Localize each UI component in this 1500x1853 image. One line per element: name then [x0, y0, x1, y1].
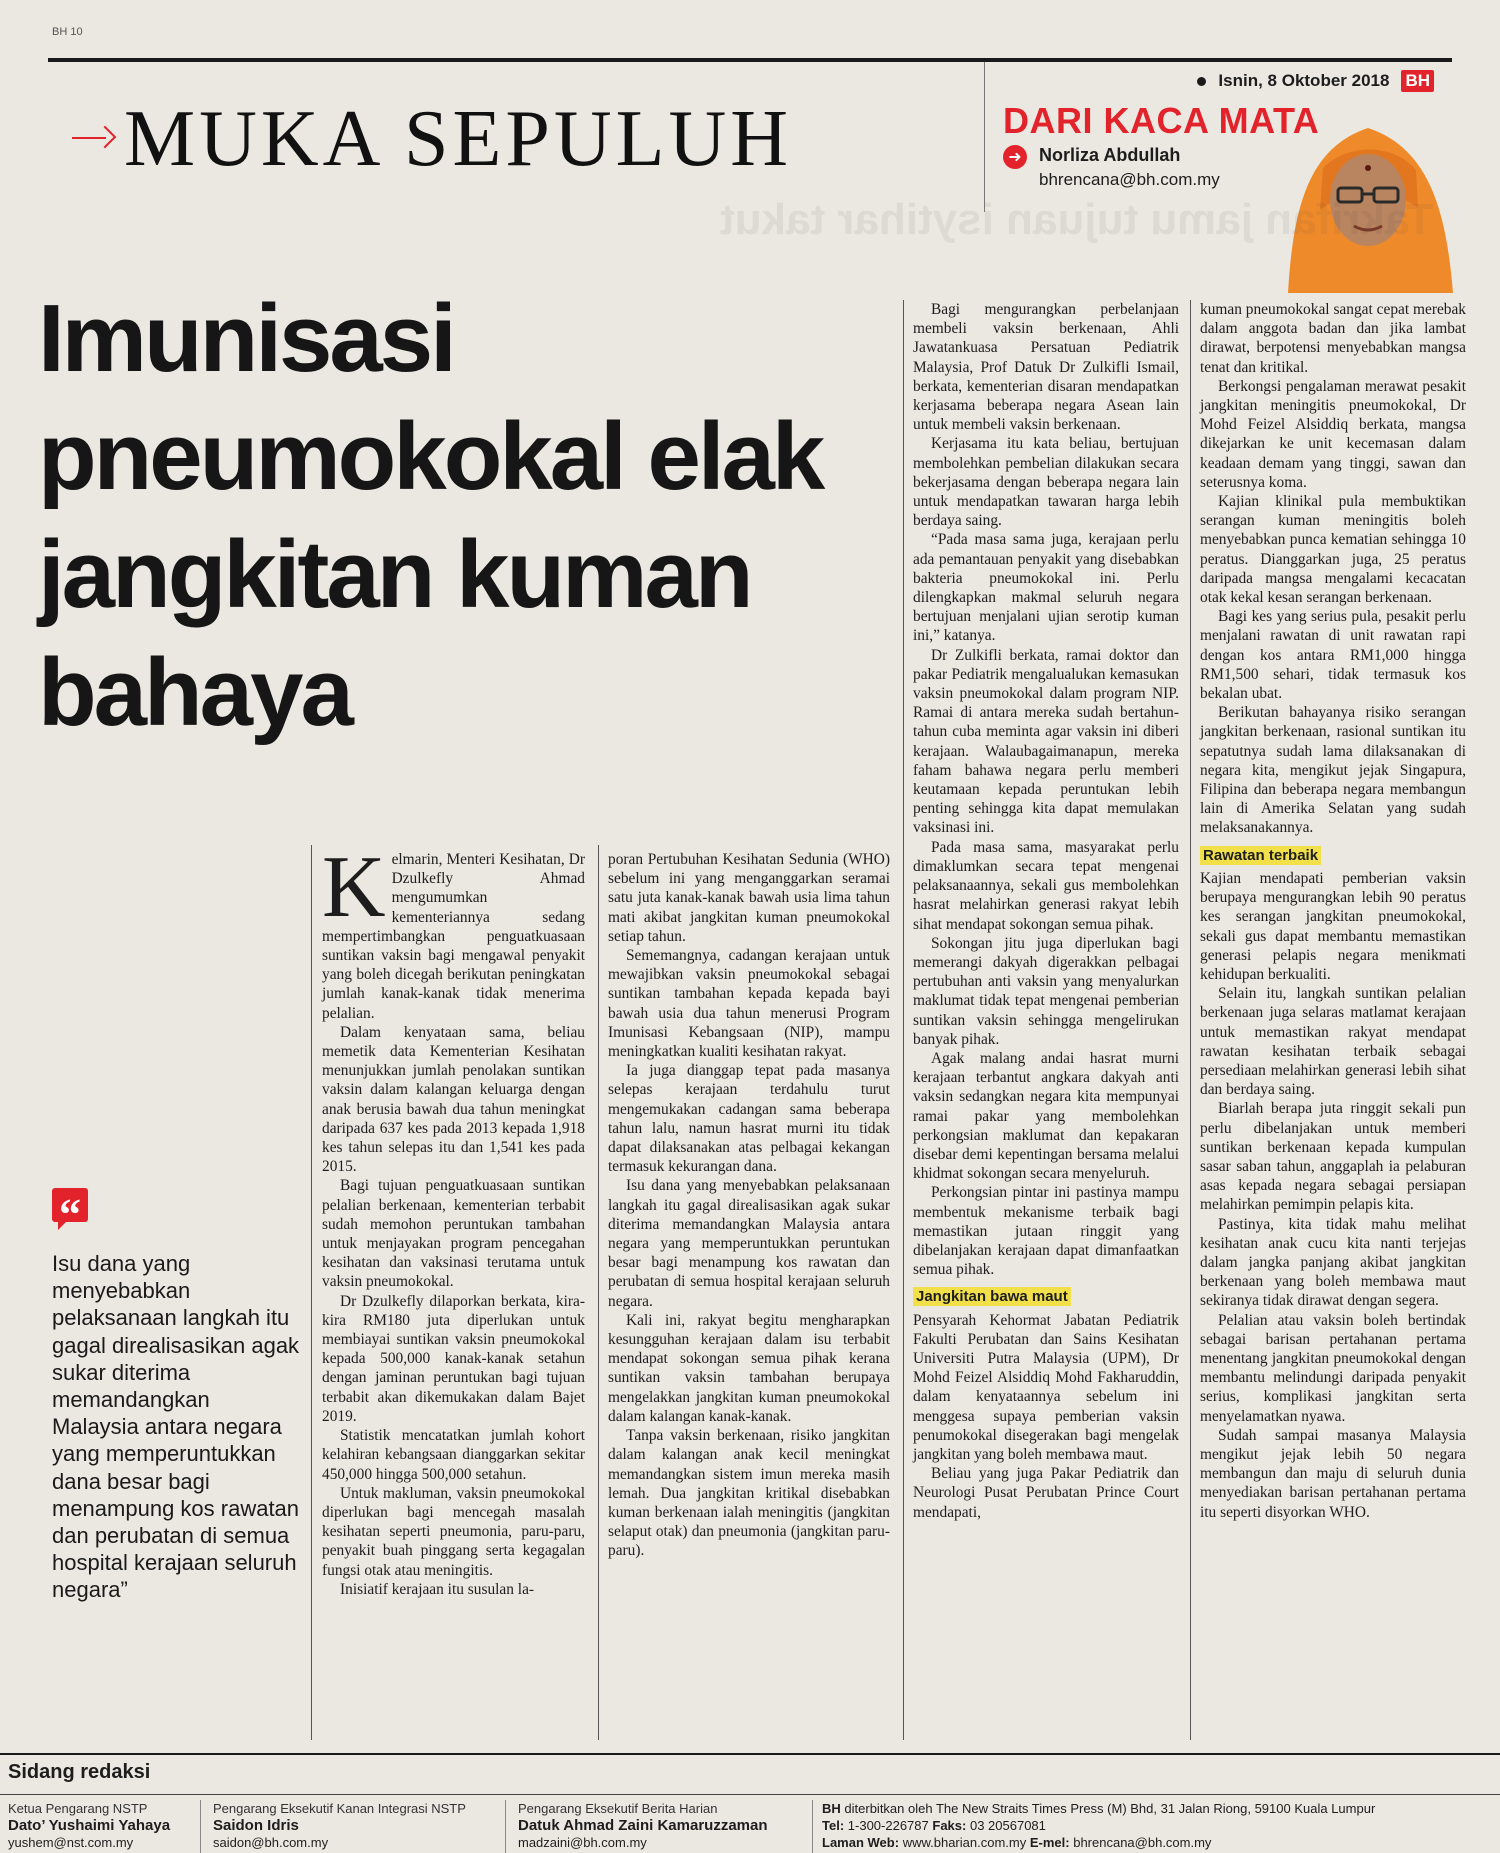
columnist-name: Norliza Abdullah: [1039, 145, 1181, 165]
article-paragraph: Berkongsi pengalaman merawat pesakit jangkitan meningitis pneumokokal, Dr Mohd Feizel Alsiddiq berkata, mangsa dikejarkan ke unit kecemasan dalam keadaan demam yang tinggi, sawan dan seterusnya koma.: [1200, 377, 1466, 491]
article-paragraph: Bagi mengurangkan perbelanjaan membeli vaksin berkenaan, Ahli Jawatankuasa Persatuan Pediatrik Malaysia, Prof Datuk Dr Zulkifli Ismail, berkata, kementerian disaran mendapatkan kerjasama beberapa negara Asean lain untuk membeli vaksin berkenaan.: [913, 301, 1179, 434]
page-number: BH 10: [52, 26, 83, 38]
subheading: Rawatan terbaik: [1200, 846, 1466, 865]
article-paragraph: Berikutan bahayanya risiko serangan jangkitan berkenaan, rasional suntikan itu sepatutnya sudah lama dilaksanakan di negara kita, mengikut jejak Singapura, Filipina dan beberapa negara membangun lain di Amerika Selatan yang sudah melaksanakannya.: [1200, 704, 1466, 837]
article-paragraph: Kajian klinikal pula membuktikan serangan kuman meningitis boleh menyebabkan punca kematian sehingga 10 peratus. Dianggarkan juga, 25 peratus daripada mangsa mengalami kecacatan otak kekal kesan serangan berkenaan.: [1200, 493, 1466, 607]
article-paragraph: Dalam kenyataan sama, beliau memetik data Kementerian Kesihatan menunjukkan jumlah penolakan suntikan vaksin dalam kalangan keluarga dengan anak berusia bawah dua tahun meningkat daripada 637 kes pada 2013 kepada 1,918 kes tahun selepas itu dan 1,541 kes pada 2015.: [322, 1023, 585, 1176]
editor-credit: Ketua Pengarang NSTP Dato’ Yushaimi Yahaya yushem@nst.com.my: [8, 1801, 171, 1850]
column-heading: DARI KACA MATA: [1003, 100, 1320, 141]
article-column-4: [1200, 300, 1466, 1522]
section-title: MUKA SEPULUH: [124, 95, 793, 183]
editor-email[interactable]: yushem@nst.com.my: [8, 1835, 134, 1850]
article-paragraph: poran Pertubuhan Kesihatan Sedunia (WHO) sebelum ini yang menganggarkan seramai satu juta kanak-kanak bawah usia lima tahun mati akibat jangkitan kuman pneumokokal setiap tahun.: [608, 851, 890, 945]
footer-divider: [812, 1800, 813, 1853]
editor-credit: Pengarang Eksekutif Berita Harian Datuk Ahmad Zaini Kamaruzzaman madzaini@bh.com.my: [518, 1801, 768, 1850]
article-paragraph: Untuk makluman, vaksin pneumokokal diperlukan bagi mencegah masalah kesihatan seperti pneumonia, paru-paru, penyakit buah pinggang serta kegagalan fungsi otak atau meningitis.: [322, 1484, 585, 1579]
article-paragraph: “Pada masa sama juga, kerajaan perlu ada pemantauan penyakit yang disebabkan bakteria pneumokokal ini. Perlu dilengkapkan makmal seluruh negara bertujuan menjalani ujian serotip kuman ini,” katanya.: [913, 531, 1179, 645]
brand-logo: BH: [1401, 70, 1434, 92]
editor-credit: Pengarang Eksekutif Kanan Integrasi NSTP Saidon Idris saidon@bh.com.my: [213, 1801, 466, 1850]
article-column-3: [913, 300, 1179, 1522]
column-divider: [598, 845, 599, 1740]
article-column-2: [608, 850, 890, 1561]
pull-quote: Isu dana yang menyebabkan pelaksanaan langkah itu gagal direalisasikan agak sukar diterima memandangkan Malaysia antara negara yang memperuntukkan dana besar bagi menampung kos rawatan dan perubatan di semua hospital kerajaan seluruh negara”: [52, 1251, 300, 1603]
footer-divider: [200, 1800, 201, 1853]
footer-rule: [0, 1794, 1500, 1795]
bullet-icon: [1197, 77, 1206, 86]
issue-date: Isnin, 8 Oktober 2018: [1218, 71, 1390, 90]
article-paragraph: Sudah sampai masanya Malaysia mengikut jejak lebih 50 negara membangun dan maju di seluruh dunia menyediakan barisan pertahanan pertama itu seperti disyorkan WHO.: [1200, 1426, 1466, 1521]
footer-title: Sidang redaksi: [8, 1761, 151, 1783]
publisher-info: BH diterbitkan oleh The New Straits Times Press (M) Bhd, 31 Jalan Riong, 59100 Kuala Lumpur Tel: 1-300-226787 Faks: 03 20567081 Laman Web: www.bharian.com.my E-mel: bhrencana@bh.com.my: [822, 1801, 1376, 1850]
drop-cap: K: [322, 839, 386, 936]
subheading: Jangkitan bawa maut: [913, 1287, 1179, 1306]
article-paragraph: Beliau yang juga Pakar Pediatrik dan Neurologi Pusat Perubatan Prince Court mendapati,: [913, 1465, 1179, 1521]
columnist-email[interactable]: bhrencana@bh.com.my: [1039, 170, 1220, 189]
bleed-through-text: Takrifan jamu tujuan isytihar takut: [720, 195, 1434, 244]
arrow-right-icon: ➜: [1003, 145, 1027, 169]
footer-rule: [0, 1753, 1500, 1755]
article-paragraph: Statistik mencatatkan jumlah kohort kelahiran kebangsaan dianggarkan sekitar 450,000 hingga 500,000 setahun.: [322, 1427, 585, 1483]
article-paragraph: Kelmarin, Menteri Kesihatan, Dr Dzulkefly Ahmad mengumumkan kementeriannya sedang mempertimbangkan penguatkuasaan suntikan vaksin bagi mengawal penyakit yang boleh dicegah berikutan peningkatan jumlah kanak-kanak tidak menerima pelalian.: [322, 839, 585, 1022]
article-paragraph: Sememangnya, cadangan kerajaan untuk mewajibkan vaksin pneumokokal sebagai suntikan tambahan kepada kepada bayi bawah usia dua tahun menerusi Program Imunisasi Kebangsaan (NIP), mampu meningkatkan kualiti kesihatan rakyat.: [608, 947, 890, 1061]
editor-email[interactable]: saidon@bh.com.my: [213, 1835, 329, 1850]
article-paragraph: Ia juga dianggap tepat pada masanya selepas kerajaan terdahulu turut mengemukakan cadangan sama beberapa tahun lalu, namun hasrat murni itu tidak dapat dilaksanakan atas pelbagai kekangan termasuk kekurangan dana.: [608, 1062, 890, 1176]
article-paragraph: Inisiatif kerajaan itu susulan la-: [340, 1580, 535, 1598]
column-divider: [903, 300, 904, 1740]
article-paragraph: Dr Zulkifli berkata, ramai doktor dan pakar Pediatrik mengalualukan kemasukan vaksin pneumokokal dalam program NIP. Ramai di antara mereka sudah bertahun-tahun cuba meminta agar vaksin ini diberi kerajaan. Walaubagaimanapun, mereka faham bahawa negara perlu memberi keutamaan kepada peruntukan lebih penting sehingga kita dapat memulakan vaksinasi ini.: [913, 646, 1179, 837]
article-paragraph: Pada masa sama, masyarakat perlu dimaklumkan secara tepat mengenai pelaksanaannya, sekali gus membolehkan hasrat melahirkan generasi rakyat lebih sihat mendapat sokongan semua pihak.: [913, 838, 1179, 933]
column-divider: [311, 845, 312, 1740]
article-paragraph: Selain itu, langkah suntikan pelalian berkenaan juga selaras matlamat kerajaan untuk memastikan rakyat mendapat rawatan kesihatan terbaik sebagai persediaan melahirkan generasi lebih sihat dan berdaya saing.: [1200, 985, 1466, 1099]
article-headline: Imunisasi pneumokokal elak jangkitan kuman bahaya: [38, 285, 823, 746]
article-paragraph: Kali ini, rakyat begitu mengharapkan kesungguhan kerajaan dalam isu terbabit mendapat sokongan semua pihak kerana suntikan vaksin tambahan berupaya mengelakkan jangkitan kuman pneumokokal dalam kalangan kanak-kanak.: [608, 1311, 890, 1425]
column-divider: [1190, 300, 1191, 1740]
article-column-1: [322, 839, 585, 1599]
article-paragraph: Dr Dzulkefly dilaporkan berkata, kira-kira RM180 juta diperlukan untuk membiayai suntikan vaksin pneumokokal kepada 500,000 kanak-kanak setahun dengan jaminan peruntukan bagi tujuan terbabit akan dikemukakan dalam Bajet 2019.: [322, 1292, 585, 1425]
article-paragraph: Bagi tujuan penguatkuasaan suntikan pelalian berkenaan, kementerian terbabit sudah memohon peruntukan tambahan untuk menjayakan program pencegahan kesihatan dan vaksinasi terutama untuk vaksin pneumokokal.: [322, 1177, 585, 1291]
quote-icon: “: [52, 1188, 88, 1222]
article-paragraph: Kajian mendapati pemberian vaksin berupaya mengurangkan lebih 90 peratus kes serangan jangkitan pneumokokal, sekali gus dapat membantu memastikan generasi pelapis negara menikmati kehidupan berkualiti.: [1200, 869, 1466, 983]
bindi-dot: [1365, 165, 1371, 171]
website-link[interactable]: www.bharian.com.my: [902, 1835, 1027, 1850]
article-paragraph: Biarlah berapa juta ringgit sekali pun perlu dibelanjakan untuk memberi suntikan berkenaan kepada kumpulan sasar saban tahun, anggaplah ia pelaburan asas kepada negara sebagai persiapan melahirkan pemimpin pelapis kita.: [1200, 1100, 1466, 1214]
article-paragraph: Kerjasama itu kata beliau, bertujuan membolehkan pembelian dilakukan secara bekerjasama dengan beberapa negara lain untuk mendapatkan tawaran harga lebih berdaya saing.: [913, 435, 1179, 530]
contact-email[interactable]: bhrencana@bh.com.my: [1073, 1835, 1212, 1850]
article-paragraph: kuman pneumokokal sangat cepat merebak dalam anggota badan dan jika lambat dirawat, berpotensi menyebabkan mangsa tenat dan kritikal.: [1200, 301, 1466, 376]
article-paragraph: Perkongsian pintar ini pastinya mampu membentuk mekanisme terbaik bagi memastikan jutaan ringgit yang dibelanjakan kerajaan dapat dimanfaatkan semua pihak.: [913, 1184, 1179, 1279]
article-paragraph: Isu dana yang menyebabkan pelaksanaan langkah itu gagal direalisasikan agak sukar diterima memandangkan Malaysia antara negara yang memperuntukkan peruntukan besar bagi menampung kos rawatan dan perubatan di semua hospital kerajaan seluruh negara.: [608, 1177, 890, 1310]
article-paragraph: Agak malang andai hasrat murni kerajaan terbantut angkara dakyah anti vaksin sedangkan negara kita mempunyai ramai pakar yang membolehkan perkongsian maklumat dan kepakaran disebar demi kepentingan bersama melalui khidmat sokongan secara menyeluruh.: [913, 1049, 1179, 1183]
article-paragraph: Bagi kes yang serius pula, pesakit perlu menjalani rawatan di unit rawatan rapi dengan kos antara RM1,000 hingga RM1,500 sehari, tidak termasuk kos bekalan ubat.: [1200, 608, 1466, 703]
article-paragraph: Sokongan jitu juga diperlukan bagi memerangi dakyah digerakkan pelbagai pertubuhan anti vaksin yang menyalurkan maklumat tidak tepat mengenai pemberian suntikan vaksin sehingga mengelirukan banyak pihak.: [913, 934, 1179, 1048]
columnist-portrait: [1268, 88, 1468, 293]
article-paragraph: Pastinya, kita tidak mahu melihat kesihatan anak cucu kita nanti terjejas dalam jangka panjang akibat jangkitan berkenaan yang boleh membawa maut sekiranya tidak dirawat dengan segera.: [1200, 1215, 1466, 1310]
article-paragraph: Tanpa vaksin berkenaan, risiko jangkitan dalam kalangan anak kecil meningkat memandangkan sistem imun mereka masih lemah. Dua jangkitan kritikal disebabkan kuman berkenaan ialah meningitis (jangkitan selaput otak) dan pneumonia (jangkitan paru-paru).: [608, 1427, 890, 1560]
footer-divider: [505, 1800, 506, 1853]
article-paragraph: Pelalian atau vaksin boleh bertindak sebagai barisan pertahanan pertama menentang jangkitan pneumokokal dengan membantu melindungi daripada penyakit serius, komplikasi jangkitan serta menyelamatkan nyawa.: [1200, 1311, 1466, 1425]
editor-email[interactable]: madzaini@bh.com.my: [518, 1835, 647, 1850]
article-paragraph: Pensyarah Kehormat Jabatan Pediatrik Fakulti Perubatan dan Sains Kesihatan Universiti Putra Malaysia (UPM), Dr Mohd Feizel Alsiddiq Mohd Fakharuddin, dalam kenyataannya sebelum ini menggesa supaya pemberian vaksin penumokokal disegerakan bagi mengelak jangkitan yang boleh membawa maut.: [913, 1311, 1179, 1463]
